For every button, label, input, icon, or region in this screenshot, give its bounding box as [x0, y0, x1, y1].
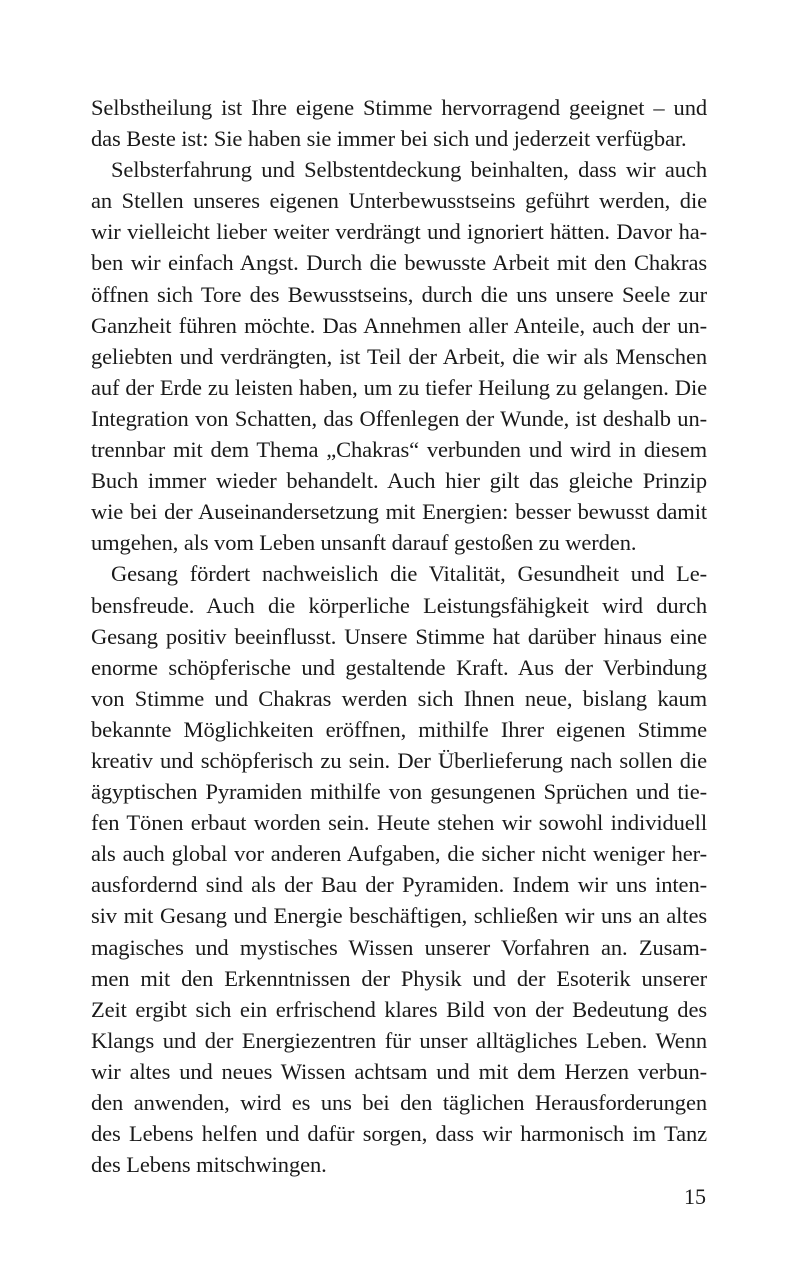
text-line: Integration von Schatten, das Offenlegen der Wunde, ist deshalb un-	[91, 405, 707, 431]
text-line: des Lebens mitschwingen.	[91, 1152, 327, 1178]
text-line: trennbar mit dem Thema „Chakras“ verbunden und wird in diesem	[91, 437, 707, 463]
text-line: Zeit ergibt sich ein erfrischend klares Bild von der Bedeutung des	[91, 996, 707, 1022]
text-line: Selbstheilung ist Ihre eigene Stimme hervorragend geeignet – und	[91, 95, 707, 120]
text-line: kreativ und schöpferisch zu sein. Der Überlieferung nach sollen die	[91, 747, 707, 773]
text-line: geliebten und verdrängten, ist Teil der Arbeit, die wir als Menschen	[91, 343, 707, 369]
text-line: den anwenden, wird es uns bei den täglichen Herausforderungen	[91, 1090, 707, 1115]
text-line: men mit den Erkenntnissen der Physik und der Esoterik unserer	[91, 965, 707, 991]
text-line: enorme schöpferische und gestaltende Kraft. Aus der Verbindung	[91, 654, 707, 680]
text-line: fen Tönen erbaut worden sein. Heute stehen wir sowohl individuell	[91, 810, 707, 836]
text-line: siv mit Gesang und Energie beschäftigen, schließen wir uns an altes	[91, 903, 707, 929]
text-line: bensfreude. Auch die körperliche Leistungsfähigkeit wird durch	[91, 592, 707, 618]
paragraph-1	[91, 92, 707, 154]
text-line: Gesang positiv beeinflusst. Unsere Stimme hat darüber hinaus eine	[91, 623, 707, 649]
text-line: an Stellen unseres eigenen Unterbewusstseins geführt werden, die	[91, 188, 707, 214]
text-line: Gesang fördert nachweislich die Vitalität, Gesundheit und Le-	[111, 561, 707, 587]
text-line: von Stimme und Chakras werden sich Ihnen neue, bislang kaum	[91, 685, 707, 711]
text-line: magisches und mystisches Wissen unserer Vorfahren an. Zusam-	[91, 934, 707, 960]
text-line: wir altes und neues Wissen achtsam und mit dem Herzen verbun-	[91, 1058, 707, 1084]
text-line: bekannte Möglichkeiten eröffnen, mithilfe Ihrer eigenen Stimme	[91, 716, 707, 742]
text-line: ben wir einfach Angst. Durch die bewusste Arbeit mit den Chakras	[91, 250, 707, 276]
page-number: 15	[684, 1184, 706, 1209]
text-line: wie bei der Auseinandersetzung mit Energien: besser bewusst damit	[91, 499, 707, 525]
text-line: umgehen, als vom Leben unsanft darauf gestoßen zu werden.	[91, 530, 637, 556]
text-line: Ganzheit führen möchte. Das Annehmen aller Anteile, auch der un-	[91, 312, 707, 338]
text-line: Selbsterfahrung und Selbstentdeckung beinhalten, dass wir auch	[111, 157, 707, 183]
page-body	[91, 92, 707, 1180]
text-line: auf der Erde zu leisten haben, um zu tiefer Heilung zu gelangen. Die	[91, 374, 707, 400]
text-line: ausfordernd sind als der Bau der Pyramiden. Indem wir uns inten-	[91, 872, 707, 898]
text-line: das Beste ist: Sie haben sie immer bei sich und jederzeit verfügbar.	[91, 126, 687, 152]
paragraph-3	[91, 558, 707, 1180]
text-line: Klangs und der Energiezentren für unser alltägliches Leben. Wenn	[91, 1027, 707, 1053]
text-line: Buch immer wieder behandelt. Auch hier gilt das gleiche Prinzip	[91, 468, 707, 494]
text-line: wir vielleicht lieber weiter verdrängt und ignoriert hätten. Davor ha-	[91, 219, 707, 245]
text-line: ägyptischen Pyramiden mithilfe von gesungenen Sprüchen und tie-	[91, 779, 707, 805]
text-line: als auch global vor anderen Aufgaben, die sicher nicht weniger her-	[91, 841, 707, 867]
paragraph-2	[91, 154, 707, 558]
text-line: öffnen sich Tore des Bewusstseins, durch die uns unsere Seele zur	[91, 281, 707, 307]
text-line: des Lebens helfen und dafür sorgen, dass wir harmonisch im Tanz	[91, 1121, 707, 1147]
